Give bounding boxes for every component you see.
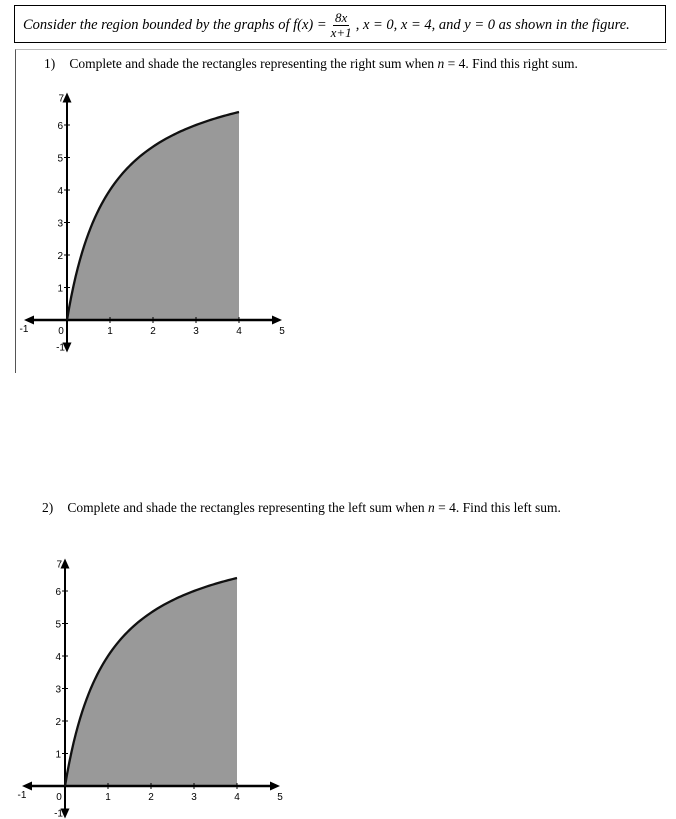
y-tick-label: 1 xyxy=(55,749,61,761)
question-1-before-n: Complete and shade the rectangles representing the right sum when xyxy=(69,56,435,71)
y-tick-label: 6 xyxy=(55,587,61,598)
y-tick-label: 1 xyxy=(57,283,63,295)
question-1-number: 1) xyxy=(44,56,56,71)
question-2-before-n: Complete and shade the rectangles representing the left sum when xyxy=(67,500,425,515)
statement-prefix: Consider the region bounded by the graphs of xyxy=(23,16,290,33)
x-tick-label: 3 xyxy=(191,792,197,803)
x-tick-label: 5 xyxy=(277,792,283,803)
x-tick-label: 2 xyxy=(148,792,154,803)
x-tick-label: 2 xyxy=(150,326,156,337)
x-tick-label: 4 xyxy=(236,326,242,337)
x-axis-right-arrow xyxy=(270,782,280,791)
x-tick-label: 1 xyxy=(107,326,113,337)
y-tick-label: 5 xyxy=(55,619,61,631)
x-tick-label: 5 xyxy=(279,326,285,337)
y-tick-label: 3 xyxy=(55,684,61,696)
question-1-n-symbol: n xyxy=(437,56,445,71)
x-tick-label: 1 xyxy=(105,792,111,803)
y-tick-label: 4 xyxy=(55,652,61,663)
statement-suffix: , x = 0, x = 4, and y = 0 as shown in the figure. xyxy=(355,16,630,33)
y-tick-label: 7 xyxy=(56,559,62,571)
question-2-number: 2) xyxy=(42,500,54,515)
y-tick-label: 3 xyxy=(57,218,63,230)
x-tick-label: 3 xyxy=(193,326,199,337)
x-tick-label: -1 xyxy=(19,324,29,335)
question-1-after-n: = 4. Find this right sum. xyxy=(447,56,578,71)
y-tick-label: 6 xyxy=(57,121,63,132)
x-tick-label: 4 xyxy=(234,792,240,803)
y-tick-label: -1 xyxy=(56,342,65,354)
function-lhs: f(x) = xyxy=(293,16,327,33)
question-2-n-symbol: n xyxy=(428,500,435,515)
y-tick-label: -1 xyxy=(54,808,63,819)
y-tick-label: 7 xyxy=(58,93,64,105)
y-tick-label: 2 xyxy=(55,717,61,728)
x-tick-label: 0 xyxy=(58,326,64,337)
y-tick-label: 4 xyxy=(57,186,63,197)
question-2-after-n: = 4. Find this left sum. xyxy=(438,500,561,515)
fraction-denominator: x+1 xyxy=(330,24,352,40)
x-tick-label: 0 xyxy=(56,792,62,803)
fraction-numerator: 8x xyxy=(335,9,348,25)
shaded-region xyxy=(65,578,237,786)
x-tick-label: -1 xyxy=(17,790,27,801)
y-tick-label: 2 xyxy=(57,251,63,262)
y-tick-label: 5 xyxy=(57,153,63,165)
